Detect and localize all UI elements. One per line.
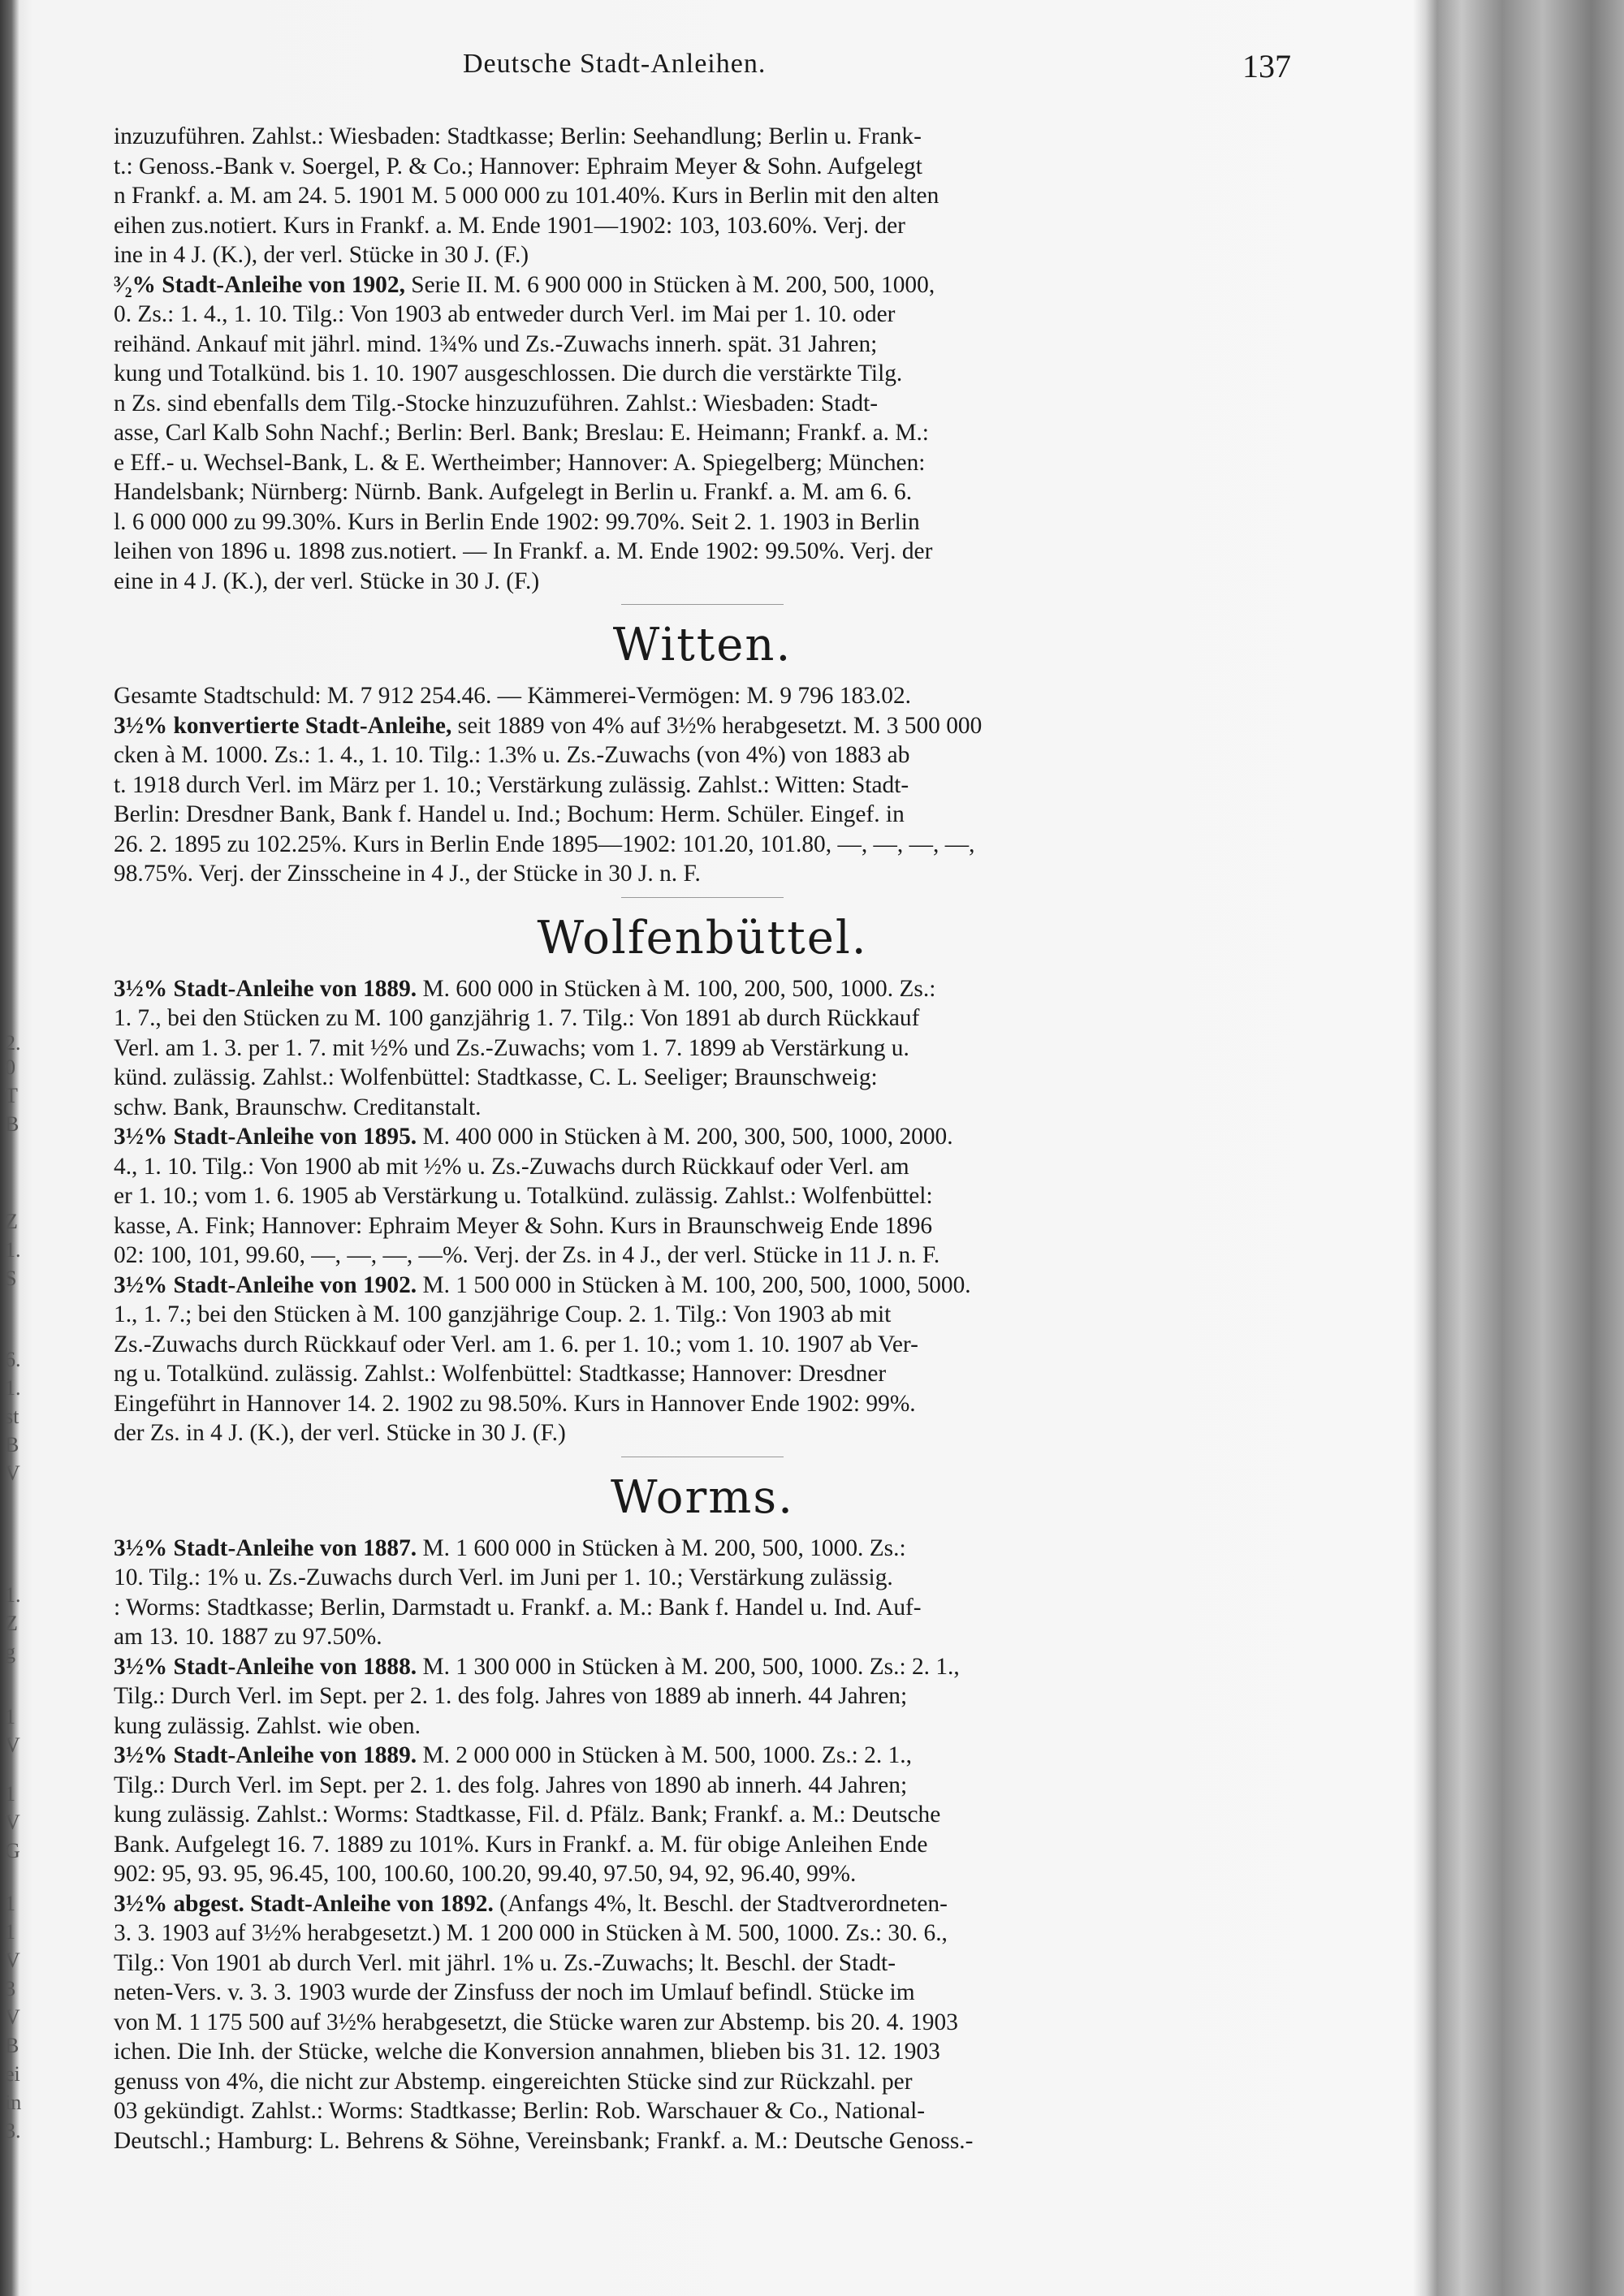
text-line [114, 1534, 1291, 1564]
text-line [114, 974, 1291, 1004]
line-text: von M. 1 175 500 auf 3½% herabgesetzt, die Stücke waren zur Abstemp. bis 20. 4. 1903 [114, 2009, 958, 2035]
document-page [89, 0, 1291, 2296]
line-text: 10. Tilg.: 1% u. Zs.-Zuwachs durch Verl. im Juni per 1. 10.; Verstärkung zulässig. [114, 1564, 893, 1590]
line-text: Tilg.: Von 1901 ab durch Verl. mit jährl. 1% u. Zs.-Zuwachs; lt. Beschl. der Stadt- [114, 1949, 896, 1976]
loan-title: 3½% konvertierte Stadt-Anleihe, [114, 712, 452, 739]
line-text: eine in 4 J. (K.), der verl. Stücke in 30 J. (F.) [114, 568, 540, 594]
text-line [114, 1741, 1291, 1771]
text-line [114, 567, 1291, 597]
text-line [114, 711, 1291, 741]
margin-fragment: ei [5, 2062, 20, 2086]
margin-fragment: 3. [5, 2119, 21, 2143]
line-text: Bank. Aufgelegt 16. 7. 1889 zu 101%. Kurs in Frankf. a. M. für obige Anleihen Ende [114, 1831, 928, 1858]
margin-fragment: 1 [5, 1920, 15, 1944]
text-line [114, 2096, 1291, 2126]
text-line [114, 240, 1291, 270]
margin-fragment: 0 [5, 1055, 15, 1079]
page-number: 137 [1242, 48, 1291, 84]
loan-title: 3½% Stadt-Anleihe von 1895. [114, 1124, 417, 1150]
line-text: t.: Genoss.-Bank v. Soergel, P. & Co.; Hannover: Ephraim Meyer & Sohn. Aufgelegt [114, 153, 922, 179]
text-line [114, 1918, 1291, 1949]
line-text: n Zs. sind ebenfalls dem Tilg.-Stocke hinzuzuführen. Zahlst.: Wiesbaden: Stadt- [114, 390, 879, 416]
text-line [114, 1889, 1291, 1919]
margin-fragment: G [5, 1839, 20, 1862]
line-text: M. 2 000 000 in Stücken à M. 500, 1000. Zs.: 2. 1., [417, 1742, 912, 1768]
line-text: 03 gekündigt. Zahlst.: Worms: Stadtkasse; Berlin: Rob. Warschauer & Co., National- [114, 2098, 926, 2124]
line-text: 26. 2. 1895 zu 102.25%. Kurs in Berlin Ende 1895—1902: 101.20, 101.80, —, —, —, —, [114, 831, 975, 857]
margin-fragment: 1. [5, 1583, 21, 1607]
text-line [114, 1300, 1291, 1330]
line-text: M. 1 500 000 in Stücken à M. 100, 200, 500, 1000, 5000. [417, 1271, 971, 1298]
line-text: künd. zulässig. Zahlst.: Wolfenbüttel: Stadtkasse, C. L. Seeliger; Braunschweig: [114, 1064, 878, 1090]
margin-fragment: S [5, 1267, 17, 1290]
line-text: kasse, A. Fink; Hannover: Ephraim Meyer & Sohn. Kurs in Braunschweig Ende 1896 [114, 1212, 933, 1239]
text-line [114, 507, 1291, 537]
line-text: Tilg.: Durch Verl. im Sept. per 2. 1. des folg. Jahres von 1889 ab innerh. 44 Jahren; [114, 1683, 908, 1709]
text-line [114, 1330, 1291, 1360]
city-heading: Worms. [611, 1470, 794, 1524]
loan-title: 3½% abgest. Stadt-Anleihe von 1892. [114, 1890, 494, 1917]
margin-fragment: B [5, 1112, 19, 1136]
debt-summary: Gesamte Stadtschuld: M. 7 912 254.46. — Kämmerei-Vermögen: M. 9 796 183.02. [114, 683, 912, 709]
line-text: 02: 100, 101, 99.60, —, —, —, —%. Verj. der Zs. in 4 J., der verl. Stücke in 11 J. n. F. [114, 1242, 940, 1268]
text-line [114, 1034, 1291, 1064]
text-line [114, 300, 1291, 330]
margin-fragment: Z [5, 1612, 18, 1635]
line-text: Deutschl.; Hamburg: L. Behrens & Söhne, Vereinsbank; Frankf. a. M.: Deutsche Genoss.- [114, 2127, 974, 2154]
line-text: seit 1889 von 4% auf 3½% herabgesetzt. M. 3 500 000 [451, 712, 983, 739]
line-text: ine in 4 J. (K.), der verl. Stücke in 30 J. (F.) [114, 242, 529, 268]
line-text: M. 1 600 000 in Stücken à M. 200, 500, 1000. Zs.: [417, 1534, 906, 1561]
line-text: Handelsbank; Nürnberg: Nürnb. Bank. Aufgelegt in Berlin u. Frankf. a. M. am 6. 6. [114, 479, 913, 505]
line-text: ng u. Totalkünd. zulässig. Zahlst.: Wolfenbüttel: Stadtkasse; Hannover: Dresdner [114, 1361, 887, 1387]
margin-fragment: 6. [5, 1348, 21, 1371]
line-text: t. 1918 durch Verl. im März per 1. 10.; Verstärkung zulässig. Zahlst.: Witten: Stadt- [114, 771, 909, 798]
loan-title: 3½% Stadt-Anleihe von 1888. [114, 1653, 417, 1680]
line-text: Serie II. M. 6 900 000 in Stücken à M. 200, 500, 1000, [404, 271, 935, 298]
loan-title: 3½% Stadt-Anleihe von 1887. [114, 1534, 417, 1561]
line-text: Zs.-Zuwachs durch Rückkauf oder Verl. am 1. 6. per 1. 10.; vom 1. 10. 1907 ab Ver- [114, 1331, 918, 1357]
line-text: cken à M. 1000. Zs.: 1. 4., 1. 10. Tilg.: 1.3% u. Zs.-Zuwachs (von 4%) von 1883 ab [114, 742, 910, 768]
line-text: 4., 1. 10. Tilg.: Von 1900 ab mit ½% u. Zs.-Zuwachs durch Rückkauf oder Verl. am [114, 1153, 909, 1180]
text-line [114, 1622, 1291, 1652]
line-text: neten-Vers. v. 3. 3. 1903 wurde der Zinsfuss der noch im Umlauf befindl. Stücke im [114, 1979, 915, 2005]
text-line [114, 389, 1291, 419]
line-text: Verl. am 1. 3. per 1. 7. mit ½% und Zs.-Zuwachs; vom 1. 7. 1899 ab Verstärkung u. [114, 1034, 909, 1061]
text-line [114, 1211, 1291, 1241]
line-text: Berlin: Dresdner Bank, Bank f. Handel u. Ind.; Bochum: Herm. Schüler. Eingef. in [114, 801, 905, 827]
text-line [114, 359, 1291, 389]
text-line [114, 448, 1291, 478]
text-line [114, 418, 1291, 448]
margin-fragment: in [5, 2091, 22, 2114]
text-line [114, 1271, 1291, 1301]
text-line [114, 1681, 1291, 1711]
line-text: kung zulässig. Zahlst.: Worms: Stadtkasse, Fil. d. Pfälz. Bank; Frankf. a. M.: Deutsche [114, 1802, 941, 1828]
margin-fragment: V [5, 1461, 20, 1485]
text-line [114, 1830, 1291, 1860]
running-head [89, 49, 1291, 89]
text-line [114, 740, 1291, 770]
margin-fragment: V [5, 1733, 20, 1757]
text-line [114, 830, 1291, 860]
margin-fragment: 1. [5, 1376, 21, 1400]
text-line [114, 270, 1291, 300]
text-line [114, 1949, 1291, 1979]
margin-fragment: 1 [5, 1892, 15, 1915]
line-text: M. 600 000 in Stücken à M. 100, 200, 500, 1000. Zs.: [417, 975, 936, 1002]
text-line [114, 800, 1291, 830]
text-line [114, 1003, 1291, 1034]
line-text: kung zulässig. Zahlst. wie oben. [114, 1712, 421, 1739]
body-text [114, 122, 1291, 2156]
margin-fragment: V [5, 1810, 20, 1834]
text-line [114, 1093, 1291, 1123]
line-text: genuss von 4%, die nicht zur Abstemp. eingereichten Stücke sind zur Rückzahl. per [114, 2068, 913, 2095]
text-line [114, 1359, 1291, 1389]
line-text: (Anfangs 4%, lt. Beschl. der Stadtverordneten- [493, 1890, 948, 1917]
line-text: 3. 3. 1903 auf 3½% herabgesetzt.) M. 1 200 000 in Stücken à M. 500, 1000. Zs.: 30. 6., [114, 1920, 948, 1946]
margin-fragment: 1. [5, 1238, 21, 1262]
city-heading: Wolfenbüttel. [537, 911, 868, 965]
line-text: e Eff.- u. Wechsel-Bank, L. & E. Wertheimber; Hannover: A. Spiegelberg; München: [114, 449, 926, 476]
line-text: l. 6 000 000 zu 99.30%. Kurs in Berlin Ende 1902: 99.70%. Seit 2. 1. 1903 in Berlin [114, 508, 920, 535]
margin-fragment: V [5, 1949, 20, 1972]
line-text: M. 1 300 000 in Stücken à M. 200, 500, 1000. Zs.: 2. 1., [417, 1653, 960, 1680]
line-text: leihen von 1896 u. 1898 zus.notiert. — In Frankf. a. M. Ende 1902: 99.50%. Verj. der [114, 538, 933, 564]
text-line [114, 2008, 1291, 2038]
line-text: : Worms: Stadtkasse; Berlin, Darmstadt u. Frankf. a. M.: Bank f. Handel u. Ind. Auf- [114, 1594, 922, 1621]
city-heading: Witten. [612, 619, 793, 671]
text-line [114, 1563, 1291, 1593]
text-line [114, 1711, 1291, 1741]
line-text: 98.75%. Verj. der Zinsscheine in 4 J., der Stücke in 30 J. n. F. [114, 861, 701, 887]
line-text: reihänd. Ankauf mit jährl. mind. 1¾% und Zs.-Zuwachs innerh. spät. 31 Jahren; [114, 330, 878, 357]
line-text: n Frankf. a. M. am 24. 5. 1901 M. 5 000 000 zu 101.40%. Kurs in Berlin mit den alten [114, 183, 939, 209]
margin-fragment: g [5, 1640, 15, 1664]
margin-fragment: 1 [5, 1705, 15, 1728]
text-line [114, 330, 1291, 360]
margin-fragment: B [5, 1433, 19, 1457]
line-text: der Zs. in 4 J. (K.), der verl. Stücke in 30 J. (F.) [114, 1420, 566, 1446]
line-text: er 1. 10.; vom 1. 6. 1905 ab Verstärkung u. Totalkünd. zulässig. Zahlst.: Wolfenbüttel: [114, 1183, 933, 1209]
line-text: M. 400 000 in Stücken à M. 200, 300, 500, 1000, 2000. [417, 1124, 953, 1150]
margin-fragment: B [5, 2034, 19, 2057]
loan-title: 3½% Stadt-Anleihe von 1889. [114, 1742, 417, 1768]
text-line [114, 1181, 1291, 1211]
line-text: 1., 1. 7.; bei den Stücken à M. 100 ganzjährige Coup. 2. 1. Tilg.: Von 1903 ab mit [114, 1301, 892, 1327]
text-line [114, 770, 1291, 801]
text-line [114, 1771, 1291, 1801]
text-line [114, 1978, 1291, 2008]
line-text: Eingeführt in Hannover 14. 2. 1902 zu 98.50%. Kurs in Hannover Ende 1902: 99%. [114, 1390, 916, 1417]
line-text: Tilg.: Durch Verl. im Sept. per 2. 1. des folg. Jahres von 1890 ab innerh. 44 Jahren; [114, 1772, 908, 1798]
line-text: ichen. Die Inh. der Stücke, welche die Konversion annahmen, blieben bis 31. 12. 1903 [114, 2039, 940, 2065]
loan-title: ³⁄₂% Stadt-Anleihe von 1902, [114, 271, 405, 298]
section-divider [621, 604, 784, 605]
text-line [114, 477, 1291, 507]
text-line [114, 1122, 1291, 1152]
text-line [114, 2126, 1291, 2156]
line-text: schw. Bank, Braunschw. Creditanstalt. [114, 1094, 482, 1120]
margin-fragment: Z [5, 1210, 18, 1233]
line-text: 0. Zs.: 1. 4., 1. 10. Tilg.: Von 1903 ab entweder durch Verl. im Mai per 1. 10. oder [114, 301, 896, 327]
line-text: am 13. 10. 1887 zu 97.50%. [114, 1624, 382, 1650]
text-line [114, 1063, 1291, 1093]
line-text: kung und Totalkünd. bis 1. 10. 1907 ausgeschlossen. Die durch die verstärkte Tilg. [114, 360, 903, 386]
section-divider [621, 897, 784, 898]
margin-fragment: T [5, 1084, 18, 1107]
text-line [114, 859, 1291, 889]
text-line [114, 537, 1291, 567]
left-margin-fragments [0, 0, 57, 2296]
margin-fragment: 3 [5, 1977, 15, 2000]
line-text: eihen zus.notiert. Kurs in Frankf. a. M. Ende 1901—1902: 103, 103.60%. Verj. der [114, 212, 905, 239]
text-line [114, 1241, 1291, 1271]
text-line [114, 1859, 1291, 1889]
loan-title: 3½% Stadt-Anleihe von 1902. [114, 1271, 417, 1298]
running-title: Deutsche Stadt-Anleihen. [463, 49, 767, 79]
line-text: asse, Carl Kalb Sohn Nachf.; Berlin: Berl. Bank; Breslau: E. Heimann; Frankf. a. M.: [114, 420, 929, 446]
text-line [114, 1418, 1291, 1448]
line-text: 1. 7., bei den Stücken zu M. 100 ganzjährig 1. 7. Tilg.: Von 1891 ab durch Rückkauf [114, 1005, 920, 1031]
margin-fragment: 1 [5, 1782, 15, 1806]
line-text: inzuzuführen. Zahlst.: Wiesbaden: Stadtkasse; Berlin: Seehandlung; Berlin u. Frank- [114, 123, 922, 149]
text-line [114, 122, 1291, 152]
text-line [114, 1152, 1291, 1182]
margin-fragment: V [5, 2005, 20, 2029]
text-line [114, 1389, 1291, 1419]
loan-title: 3½% Stadt-Anleihe von 1889. [114, 975, 417, 1002]
line-text: 902: 95, 93. 95, 96.45, 100, 100.60, 100.20, 99.40, 97.50, 94, 92, 96.40, 99%. [114, 1861, 857, 1887]
text-line [114, 1652, 1291, 1682]
text-line [114, 2067, 1291, 2097]
text-line [114, 211, 1291, 241]
text-line [114, 2037, 1291, 2067]
text-line [114, 1593, 1291, 1623]
margin-fragment: st [5, 1405, 19, 1428]
text-line [114, 181, 1291, 211]
text-line [114, 1800, 1291, 1830]
text-line [114, 152, 1291, 182]
margin-fragment: 2. [5, 1031, 21, 1055]
